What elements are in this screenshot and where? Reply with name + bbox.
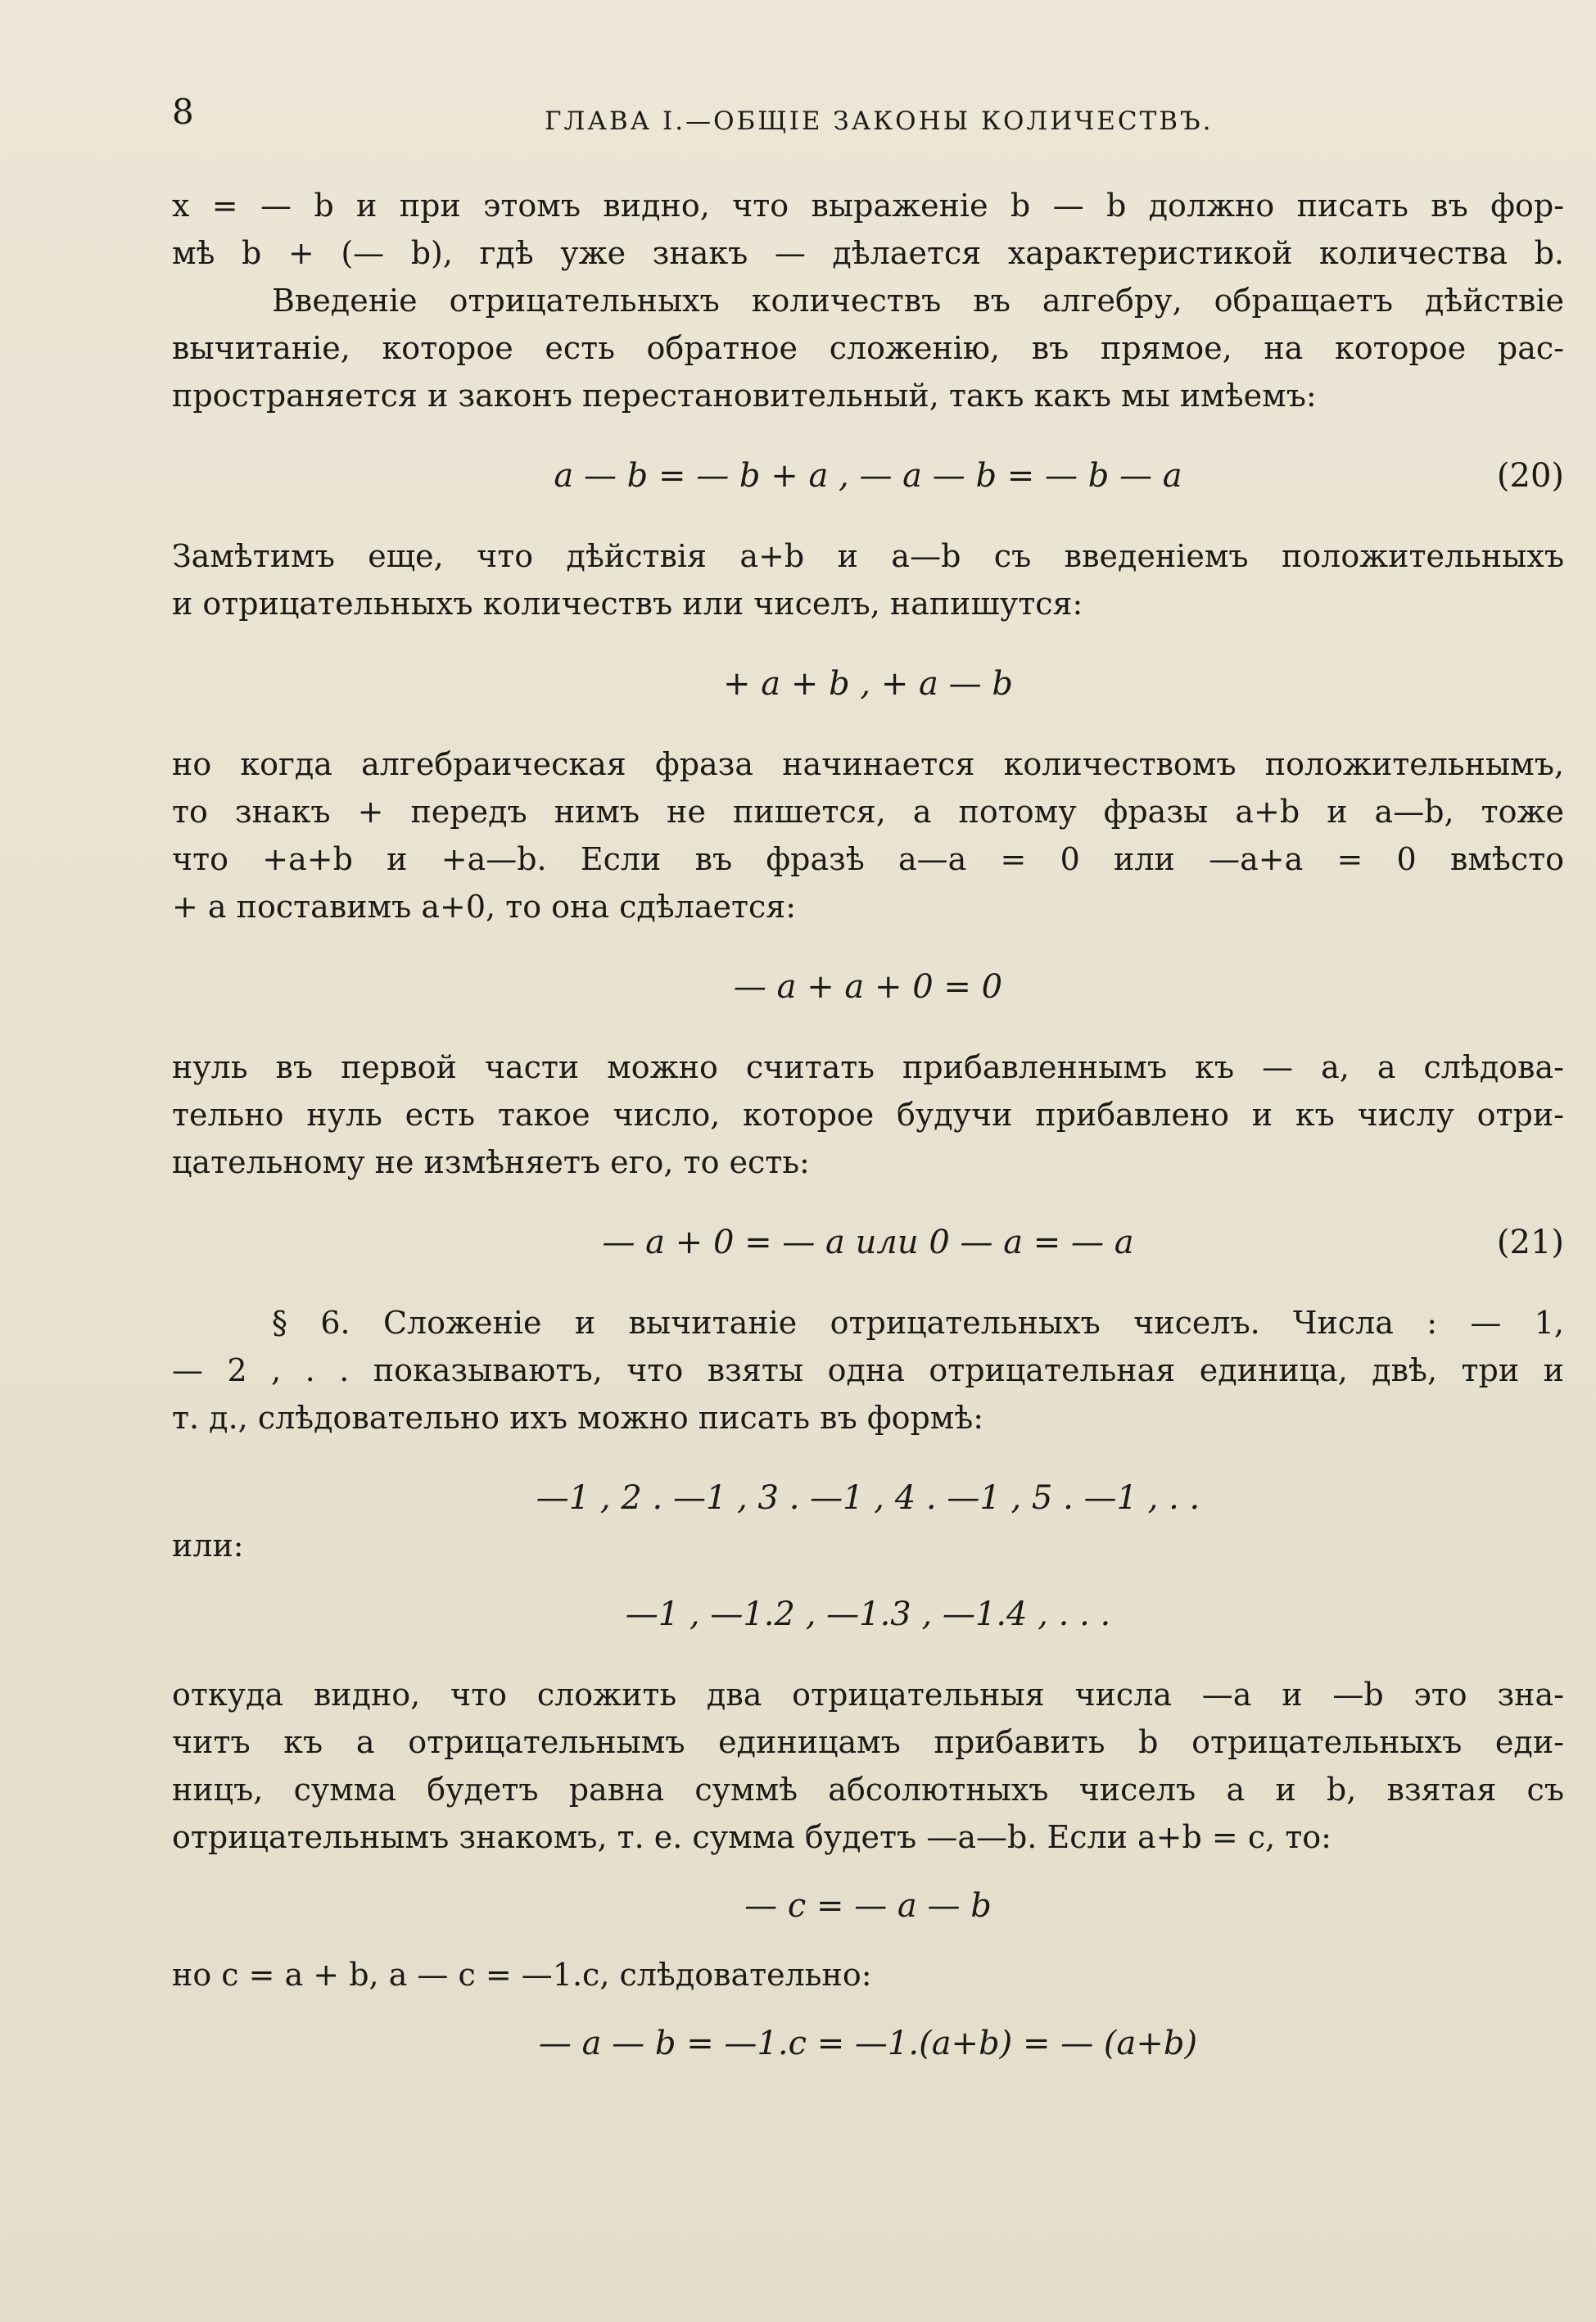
text-line: тельно нуль есть такое число, которое будучи прибавлено и къ числу отри- bbox=[172, 1097, 1564, 1133]
text-line: цательному не измѣняетъ его, то есть: bbox=[172, 1144, 810, 1180]
text-line: — 2 , . . показываютъ, что взяты одна отрицательная единица, двѣ, три и bbox=[172, 1352, 1564, 1388]
formula-negative-sum bbox=[172, 1882, 1564, 1930]
equation-expression: — a — b = —1.c = —1.(a+b) = — (a+b) bbox=[538, 2025, 1198, 2062]
text-line: откуда видно, что сложить два отрицательныя числа —a и —b это зна- bbox=[172, 1677, 1564, 1713]
text-line: пространяется и законъ перестановительный, такъ какъ мы имѣемъ: bbox=[172, 378, 1317, 414]
text-line: но c = a + b, а — c = —1.c, слѣдовательно: bbox=[172, 1957, 872, 1993]
formula-zero-sum bbox=[172, 963, 1564, 1011]
equation-number: (20) bbox=[1496, 457, 1564, 495]
text-line: ницъ, сумма будетъ равна суммѣ абсолютныхъ чиселъ a и b, взятая съ bbox=[172, 1772, 1564, 1808]
text-line: отрицательнымъ знакомъ, т. е. сумма будетъ —a—b. Если a+b = c, то: bbox=[172, 1819, 1332, 1855]
equation-number: (21) bbox=[1496, 1224, 1564, 1261]
text-line: вычитаніе, которое есть обратное сложенію, въ прямое, на которое рас- bbox=[172, 330, 1564, 366]
page-header bbox=[172, 92, 1564, 141]
equation-expression: —1 , 2 . —1 , 3 . —1 , 4 . —1 , 5 . —1 , . . bbox=[536, 1479, 1200, 1517]
text-line: но когда алгебраическая фраза начинается количествомъ положительнымъ, bbox=[172, 746, 1564, 782]
equation-expression: — a + 0 = — a или 0 — a = — a bbox=[602, 1224, 1134, 1261]
equation-expression: —1 , —1.2 , —1.3 , —1.4 , . . . bbox=[625, 1596, 1111, 1633]
section-heading-line: § 6. Сложеніе и вычитаніе отрицательныхъ чиселъ. Числа : — 1, bbox=[272, 1305, 1564, 1341]
equation-21 bbox=[172, 1219, 1564, 1266]
text-line: Замѣтимъ еще, что дѣйствія a+b и a—b съ введеніемъ положительныхъ bbox=[172, 538, 1564, 574]
running-head: ГЛАВА I.—ОБЩІЕ ЗАКОНЫ КОЛИЧЕСТВЪ. bbox=[545, 106, 1214, 136]
text-line: мѣ b + (— b), гдѣ уже знакъ — дѣлается характеристикой количества b. bbox=[172, 235, 1564, 271]
text-line: + a поставимъ a+0, то она сдѣлается: bbox=[172, 889, 797, 925]
text-line: т. д., слѣдовательно ихъ можно писать въ формѣ: bbox=[172, 1400, 984, 1436]
page-body bbox=[172, 182, 1564, 2067]
text-line: нуль въ первой части можно считать прибавленнымъ къ — a, а слѣдова- bbox=[172, 1049, 1564, 1085]
formula-final bbox=[172, 2020, 1564, 2067]
equation-expression: a — b = — b + a , — a — b = — b — a bbox=[554, 457, 1182, 495]
equation-expression: — a + a + 0 = 0 bbox=[733, 968, 1003, 1006]
text-line: что +a+b и +a—b. Если въ фразѣ a—a = 0 или —a+a = 0 вмѣсто bbox=[172, 841, 1564, 877]
formula-signed-terms bbox=[172, 660, 1564, 708]
equation-expression: + a + b , + a — b bbox=[723, 665, 1013, 703]
text-line: или: bbox=[172, 1528, 244, 1564]
text-line: Введеніе отрицательныхъ количествъ въ алгебру, обращаетъ дѣйствіе bbox=[272, 283, 1564, 319]
page-number: 8 bbox=[172, 92, 194, 132]
equation-expression: — c = — a — b bbox=[744, 1887, 992, 1925]
text-line: читъ къ a отрицательнымъ единицамъ прибавить b отрицательныхъ еди- bbox=[172, 1724, 1564, 1760]
text-line: и отрицательныхъ количествъ или чиселъ, напишутся: bbox=[172, 586, 1083, 622]
text-line: то знакъ + передъ нимъ не пишется, а потому фразы a+b и a—b, тоже bbox=[172, 794, 1564, 830]
equation-20 bbox=[172, 452, 1564, 500]
text-line: x = — b и при этомъ видно, что выраженіе b — b должно писать въ фор- bbox=[172, 188, 1564, 224]
formula-products bbox=[172, 1591, 1564, 1638]
formula-multiples bbox=[172, 1474, 1564, 1522]
